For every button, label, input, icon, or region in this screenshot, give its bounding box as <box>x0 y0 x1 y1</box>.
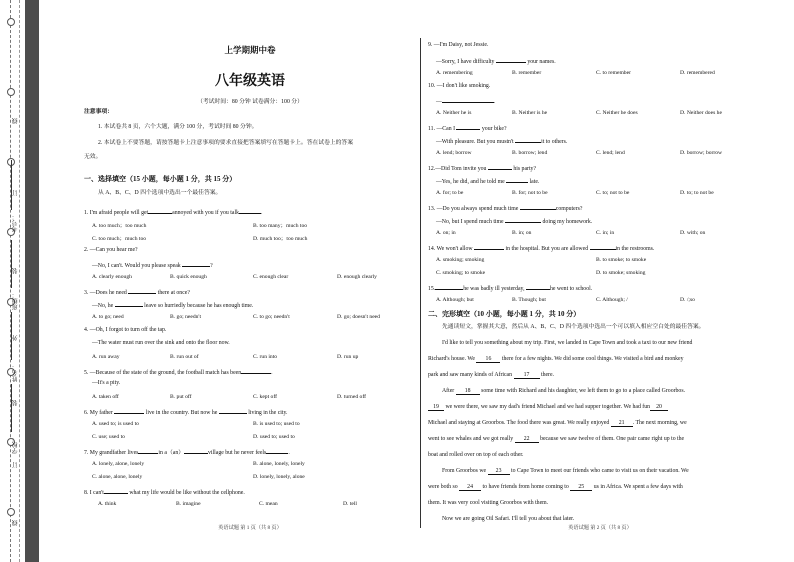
q11-option-a[interactable]: A. lend; borrow <box>436 150 472 156</box>
blank-21[interactable]: 21 <box>611 420 633 427</box>
q7-option-b[interactable]: B. alone, lonely, lonely <box>253 461 305 467</box>
footer-page-1: 英语试题 第 1 页（共 8 页） <box>218 525 282 531</box>
q15-option-b[interactable]: B. Though; but <box>512 297 546 303</box>
q12-option-b[interactable]: B. for; not to be <box>512 190 548 196</box>
passage-line-4: After 18 some time with Richard and his daughter, we left them to go to a place called Groorbos. <box>442 388 686 394</box>
q12-option-d[interactable]: D. to; to not be <box>680 190 714 196</box>
binding-strip <box>0 0 47 562</box>
blank-17[interactable]: 17 <box>514 372 540 379</box>
q5-option-b[interactable]: B. put off <box>170 394 192 400</box>
page-divider <box>420 38 421 528</box>
question-12-stem2: —Yes, he did, and he told me late. <box>436 176 539 186</box>
label-xuexiao: 学校： <box>13 436 19 454</box>
blank-16[interactable]: 16 <box>476 356 500 363</box>
q1-option-a[interactable]: A. too much；too much <box>92 223 147 229</box>
xuexiao-blank[interactable] <box>11 384 12 432</box>
q12-option-a[interactable]: A. for; to be <box>436 190 464 196</box>
question-10-stem2: — . <box>436 96 495 106</box>
passage-line-10: were both so 24 to have friends from home coming to 25 us in Africa. We spent a few days with <box>428 484 683 490</box>
passage-line-7: went to see whales and we got really 22 because we saw twelve of them. One pair came right up to the <box>428 436 685 442</box>
q3-option-a[interactable]: A. to go; need <box>92 314 124 320</box>
banji-blank[interactable] <box>11 240 12 288</box>
q1-option-b[interactable]: B. too many；much too <box>253 223 308 229</box>
question-6-stem: 6. My father live in the country. But now he living in the city. <box>84 407 287 417</box>
label-banji: 班级： <box>13 292 19 310</box>
section2-title: 二、完形填空（10 小题，每小题 1 分，共 10 分） <box>428 310 581 318</box>
question-2-stem: 2. —Can you hear me? <box>84 247 138 253</box>
q14-option-a[interactable]: A. smoking; smoking <box>436 257 485 263</box>
q7-option-a[interactable]: A. lonely, alone, lonely <box>92 461 145 467</box>
q6-option-a[interactable]: A. used to; is used to <box>92 421 139 427</box>
question-9-stem: 9. —I'm Daisy, not Jessie. <box>428 42 489 48</box>
q15-option-a[interactable]: A. Although; but <box>436 297 474 303</box>
binding-hole <box>7 18 15 26</box>
question-12-stem: 12.—Did Tom invite you his party? <box>428 163 536 173</box>
notes-heading: 注意事项： <box>84 109 113 115</box>
passage-line-12: Now we are going Oil Safari. I'll tell you about that later. <box>442 516 575 522</box>
label-kaohao: 考号： <box>13 214 19 232</box>
passage-line-8: boat and rolled over on top of each other. <box>428 452 524 458</box>
question-5-stem2: —It's a pity. <box>92 380 121 386</box>
passage-line-9: From Groorbos we 23 to Cape Town to meet our friends who came to visit us on their vacation. We <box>442 468 689 474</box>
binding-hole <box>7 88 15 96</box>
mark-ding-top: 订 <box>13 190 19 196</box>
blank-19[interactable]: 19 <box>428 404 444 411</box>
question-3-stem: 3. —Does he need there at once? <box>84 287 190 297</box>
blank-20[interactable]: 20 <box>650 404 668 411</box>
q11-option-d[interactable]: D. borrow; borrow <box>680 150 723 156</box>
q1-option-c[interactable]: C. too much；much too <box>92 236 147 242</box>
mark-line-top: 线 <box>13 118 19 124</box>
q11-option-c[interactable]: C. lend; lend <box>596 150 625 156</box>
question-13-stem: 13. —Do you always spend much time computers? <box>428 203 583 213</box>
question-13-stem2: —No, but I spend much time doing my homework. <box>436 216 592 226</box>
question-2-stem2: —No, I can't. Would you please speak ? <box>92 260 213 270</box>
q8-option-b[interactable]: B. imagine <box>176 501 201 507</box>
q6-option-b[interactable]: B. is used to; used to <box>253 421 300 427</box>
question-4-stem2: —The water must run over the sink and onto the floor now. <box>92 340 230 346</box>
q2-option-d[interactable]: D. enough clearly <box>337 274 377 280</box>
q13-option-b[interactable]: B. in; on <box>512 230 532 236</box>
q1-option-d[interactable]: D. much too；too much <box>253 236 308 242</box>
q13-option-d[interactable]: D. with; on <box>680 230 706 236</box>
q14-option-b[interactable]: B. to smoke; to smoke <box>596 257 647 263</box>
passage-line-6: Michael and staying at Groorbos. The food there was great. We really enjoyed 21 . The next morning, we <box>428 420 687 426</box>
question-11-stem: 11. —Can I your bike? <box>428 123 507 133</box>
q6-option-d[interactable]: D. used to; used to <box>253 434 295 440</box>
section2-instruction: 先通读短文，掌握其大意，然后从 A、B、C、D 四个选项中选出一个可以填入相应空白处的最佳答案。 <box>442 324 705 330</box>
kaohao-blank[interactable] <box>11 160 12 210</box>
q10-option-b[interactable]: B. Neither is he <box>512 110 548 116</box>
q2-option-c[interactable]: C. enough clear <box>253 274 289 280</box>
q9-option-c[interactable]: C. to remember <box>596 70 631 76</box>
exam-info: （考试时间：80 分钟 试卷满分：100 分） <box>197 99 303 105</box>
xingming-blank[interactable] <box>11 312 12 360</box>
q8-option-c[interactable]: C. mean <box>259 501 278 507</box>
question-11-stem2: —With pleasure. But you mustn't it to others. <box>436 136 567 146</box>
q4-option-c[interactable]: C. run into <box>253 354 278 360</box>
blank-23[interactable]: 23 <box>488 468 510 475</box>
q3-option-d[interactable]: D. go; doesn't need <box>337 314 380 320</box>
question-14-stem: 14. We won't allow in the hospital. But you are allowed in the restrooms. <box>428 243 654 253</box>
q7-option-c[interactable]: C. alone, alone, lonely <box>92 474 143 480</box>
passage-line-3: park and saw many kinds of African 17 there. <box>428 372 554 378</box>
q15-option-d[interactable]: D. /;so <box>680 297 695 303</box>
binding-bar <box>25 0 39 562</box>
note-2-cont: 无效。 <box>84 154 102 160</box>
note-2: 2. 本试卷上不要答题，请按答题卡上注意事项的要求直接把答案填写在答题卡上。答在试卷上的答案 <box>98 140 354 146</box>
question-7-stem: 7. My grandfather lives in a（an） village but he never feels . <box>84 447 290 457</box>
q5-option-c[interactable]: C. kept off <box>253 394 277 400</box>
mark-line: 线 <box>13 520 19 526</box>
q5-option-a[interactable]: A. taken off <box>92 394 119 400</box>
q8-option-d[interactable]: D. tell <box>343 501 357 507</box>
q13-option-c[interactable]: C. in; in <box>596 230 615 236</box>
mark-zhuang: 装 <box>13 268 19 274</box>
cut-line-inner <box>19 0 21 562</box>
q14-option-d[interactable]: D. to smoke; smoking <box>596 270 646 276</box>
q14-option-c[interactable]: C. smoking; to smoke <box>436 270 486 276</box>
q2-option-a[interactable]: A. clearly enough <box>92 274 132 280</box>
q2-option-b[interactable]: B. quick enough <box>170 274 207 280</box>
question-10-stem: 10. —I don't like smoking. <box>428 83 491 89</box>
question-1-stem: 1. I'm afraid people will get annoyed with you if you talk . <box>84 207 262 217</box>
q4-option-a[interactable]: A. run away <box>92 354 120 360</box>
blank-25[interactable]: 25 <box>570 484 592 491</box>
q6-option-c[interactable]: C. use; used to <box>92 434 125 440</box>
blank-24[interactable]: 24 <box>459 484 481 491</box>
q9-option-b[interactable]: B. remember <box>512 70 542 76</box>
passage-line-1: I'd like to tell you something about my trip. First, we landed in Cape Town and took a taxi to our new friend <box>442 340 693 346</box>
footer-page-2: 英语试题 第 2 页（共 8 页） <box>568 525 632 531</box>
section1-instruction: 从 A、B、C、D 四个选项中选出一个最佳答案。 <box>98 190 222 196</box>
q11-option-b[interactable]: B. borrow; lend <box>512 150 548 156</box>
q10-option-c[interactable]: C. Neither he does <box>596 110 638 116</box>
blank-22[interactable]: 22 <box>515 436 539 443</box>
question-9-stem2: —Sorry, I have difficulty your names. <box>436 56 556 66</box>
question-15-stem: 15. he was badly ill yesterday, he went to school. <box>428 283 592 293</box>
q9-option-d[interactable]: D. remembered <box>680 70 715 76</box>
passage-line-11: them. It was very cool visiting Groorbos with them. <box>428 500 549 506</box>
q12-option-c[interactable]: C. to; not to be <box>596 190 630 196</box>
passage-line-5: 19 we were there, we saw my dad's friend Michael and we had supper together. We had fun 20 <box>428 404 668 411</box>
q5-option-d[interactable]: D. turned off <box>337 394 366 400</box>
question-5-stem: 5. —Because of the state of the ground, the football match has been . <box>84 367 273 377</box>
q10-option-a[interactable]: A. Neither he is <box>436 110 472 116</box>
q4-option-d[interactable]: D. run up <box>337 354 359 360</box>
question-8-stem: 8. I can't what my life would be like without the cellphone. <box>84 487 245 497</box>
q3-option-c[interactable]: C. to go; needn't <box>253 314 290 320</box>
blank-18[interactable]: 18 <box>456 388 480 395</box>
question-4-stem: 4. —Oh, I forgot to turn off the tap. <box>84 327 167 333</box>
mark-zhuang-2: 装 <box>13 400 19 406</box>
exam-title: 上学期期中卷 <box>224 45 276 55</box>
q13-option-a[interactable]: A. on; in <box>436 230 456 236</box>
subject-title: 八年级英语 <box>215 74 285 89</box>
question-3-stem2: —No, he leave so hurriedly because he has enough time. <box>92 300 253 310</box>
q8-option-a[interactable]: A. think <box>98 501 117 507</box>
q15-option-c[interactable]: C. Although; / <box>596 297 628 303</box>
label-xingming: 姓名： <box>13 364 19 382</box>
q9-option-a[interactable]: A. remembering <box>436 70 473 76</box>
passage-line-2: Richard's house. We 16 there for a few nights. We did some cool things. We visited a bird and monkey <box>428 356 684 362</box>
q4-option-b[interactable]: B. run out of <box>170 354 199 360</box>
q7-option-d[interactable]: D. lonely, lonely, alone <box>253 474 305 480</box>
q10-option-d[interactable]: D. Neither does he <box>680 110 722 116</box>
section1-title: 一、选择填空（15 小题，每小题 1 分，共 15 分） <box>84 175 237 183</box>
binding-hole <box>7 508 15 516</box>
mark-ding: 订 <box>13 462 19 468</box>
q3-option-b[interactable]: B. go; needn't <box>170 314 201 320</box>
note-1: 1. 本试卷共 8 页，六个大题，满分 100 分，考试时间 80 分钟。 <box>98 124 258 130</box>
mark-wai: 外 <box>13 335 19 341</box>
